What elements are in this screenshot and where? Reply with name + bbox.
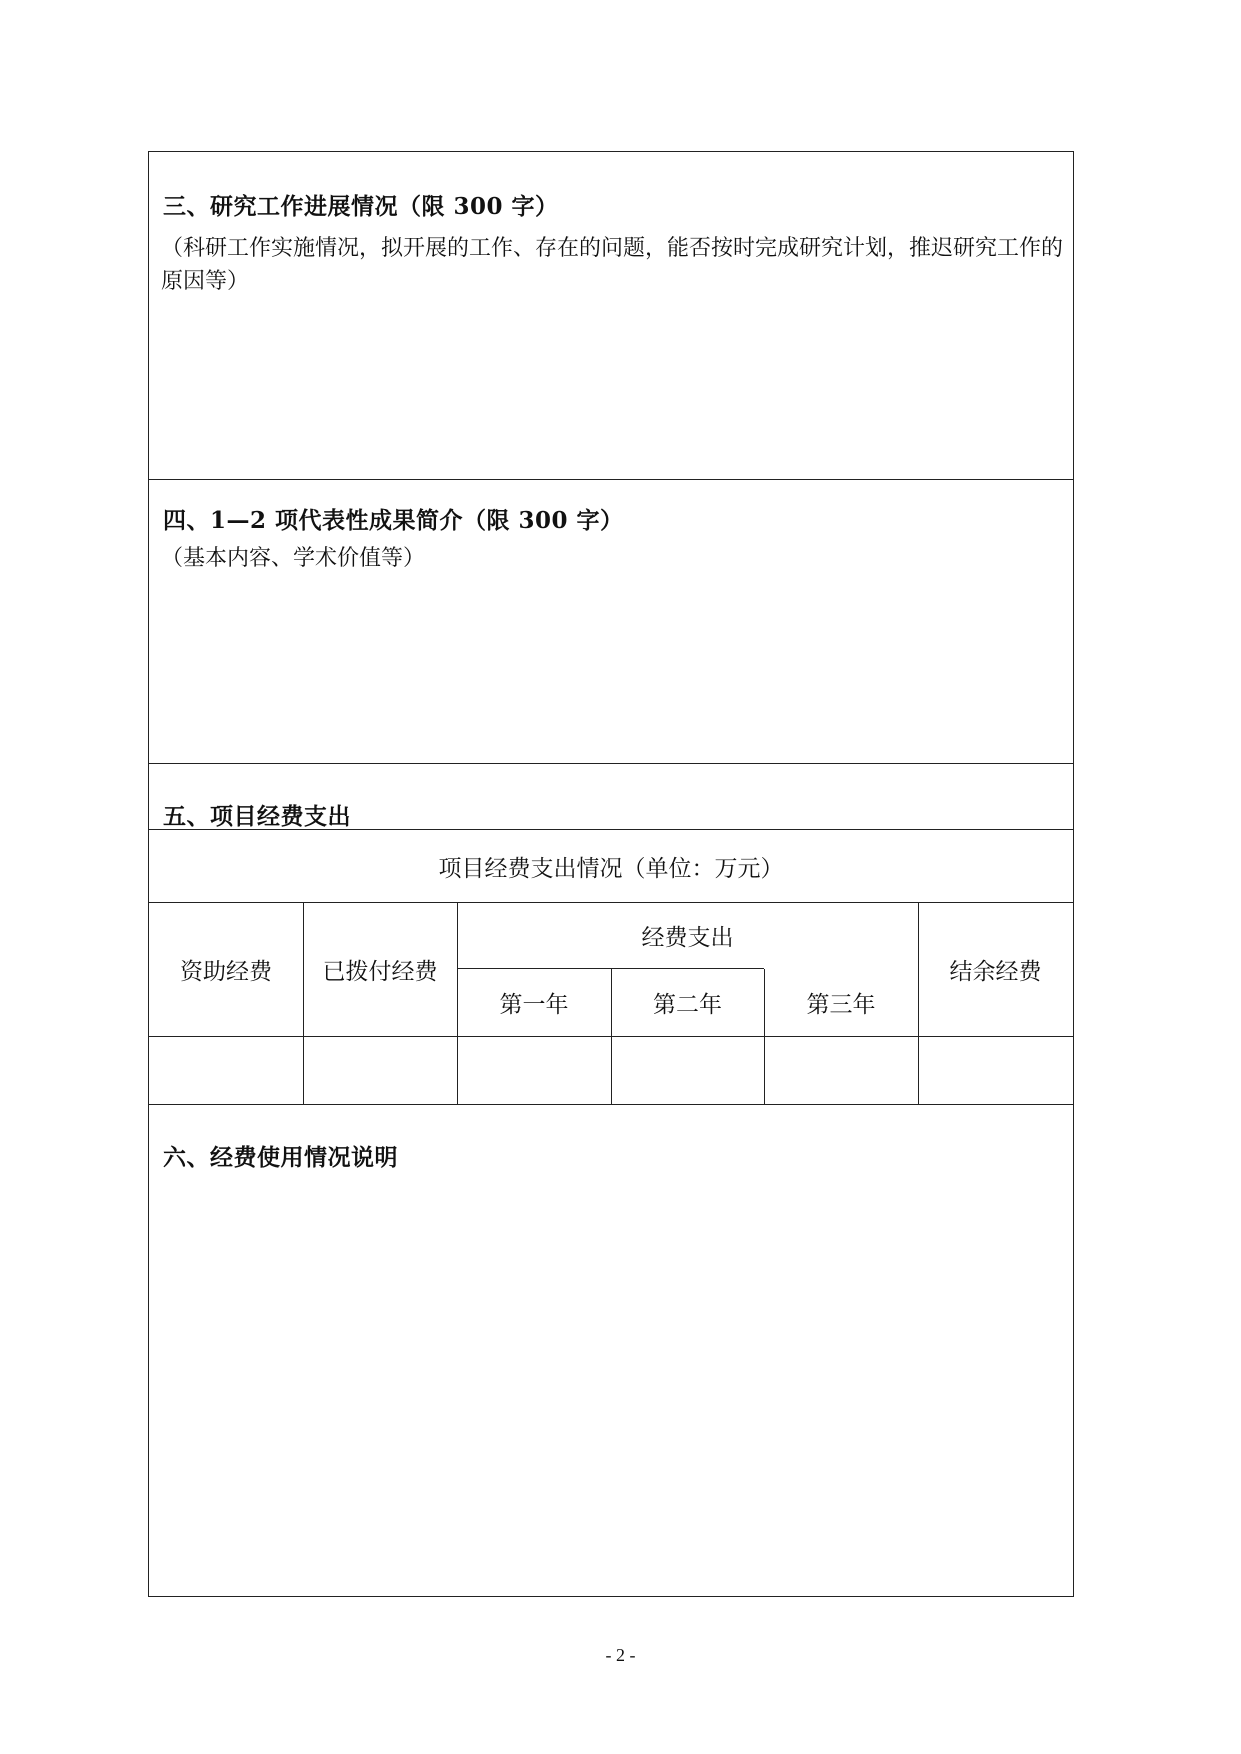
section-research-progress[interactable] [149, 152, 1073, 480]
header-funding: 资助经费 [180, 959, 272, 985]
cell-year2-value[interactable] [611, 1037, 764, 1104]
header-year3: 第三年 [806, 992, 876, 1018]
report-form [148, 151, 1074, 1597]
cell-funding-value[interactable] [149, 1037, 303, 1104]
header-balance: 结余经费 [949, 959, 1042, 985]
section-representative-results[interactable] [149, 480, 1073, 764]
section-title-project-expenditure: 五、项目经费支出 [163, 803, 351, 830]
header-year2: 第二年 [653, 992, 722, 1018]
cell-allocated-value[interactable] [303, 1037, 457, 1104]
section-desc-representative-results: （基本内容、学术价值等） [161, 546, 426, 571]
page-number: - 2 - [605, 1645, 636, 1665]
header-year1: 第一年 [499, 992, 569, 1018]
section-desc-research-progress: （科研工作实施情况，拟开展的工作、存在的问题，能否按时完成研究计划，推迟研究工作的原因等） [161, 236, 1064, 294]
section-funding-usage[interactable] [149, 1105, 1073, 1598]
budget-table [149, 830, 1073, 1105]
header-allocated: 已拨付经费 [322, 959, 438, 985]
cell-year3-value[interactable] [764, 1037, 918, 1104]
cell-year1-value[interactable] [457, 1037, 611, 1104]
budget-table-caption: 项目经费支出情况（单位：万元） [149, 830, 1073, 903]
section-project-expenditure [149, 764, 1073, 830]
section-title-research-progress: 三、研究工作进展情况（限 300 字） [163, 193, 559, 220]
section-title-funding-usage: 六、经费使用情况说明 [163, 1144, 398, 1171]
cell-balance-value[interactable] [918, 1037, 1073, 1104]
section-title-representative-results: 四、1—2 项代表性成果简介（限 300 字） [163, 507, 624, 534]
header-expenditure: 经费支出 [641, 925, 734, 951]
